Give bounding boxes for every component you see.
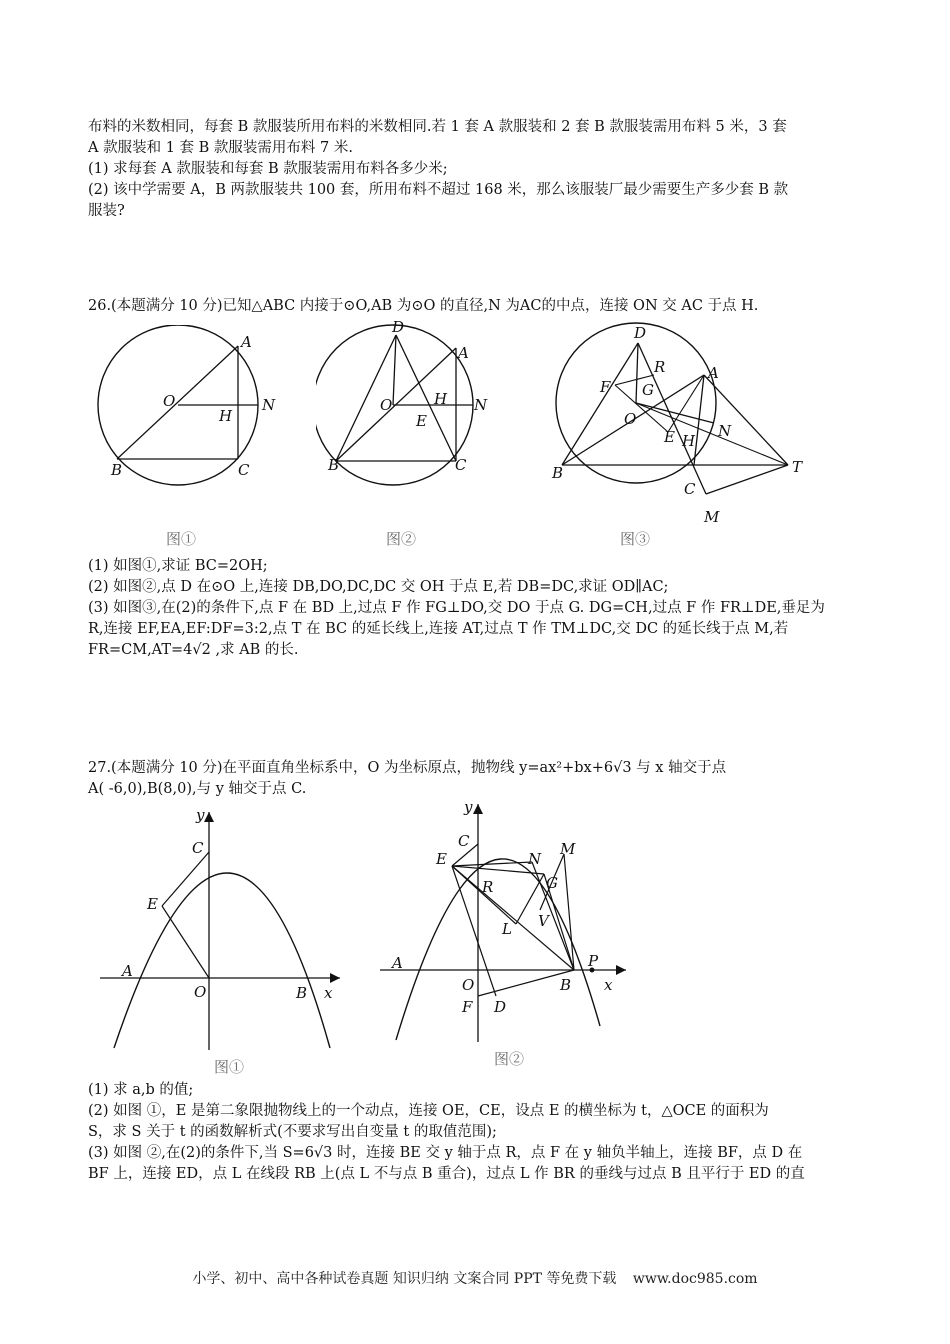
svg-text:B: B [552,464,564,482]
q26-figure-3 [548,322,810,532]
q26-caption-2: 图② [386,530,417,548]
svg-text:H: H [434,390,448,408]
svg-text:R: R [482,878,494,896]
svg-text:L: L [502,920,512,938]
svg-text:M: M [704,508,720,526]
svg-text:B: B [296,984,308,1002]
q26-part: (1) 如图①,求证 BC=2OH; [88,558,268,574]
svg-text:D: D [494,998,507,1016]
svg-text:R: R [654,358,666,376]
svg-text:D: D [392,318,405,336]
svg-text:x: x [324,984,333,1002]
q27-part: BF 上，连接 ED，点 L 在线段 RB 上(点 L 不与点 B 重合)，过点 L 作 BR 的垂线与过点 B 且平行于 ED 的直 [88,1166,805,1182]
svg-text:y: y [464,800,473,816]
svg-text:G: G [546,874,558,892]
q25-line: (1) 求每套 A 款服装和每套 B 款服装需用布料各多少米; [88,161,448,177]
svg-text:B: B [111,461,123,479]
svg-text:N: N [474,396,488,414]
q27-part: (1) 求 a,b 的值; [88,1082,194,1098]
q26-intro: 26.(本题满分 10 分)已知△ABC 内接于⊙O,AB 为⊙O 的直径,N 为AC的中点，连接 ON 交 AC 于点 H. [88,298,759,314]
page-footer [0,1268,950,1288]
footer-link[interactable]: www.doc985.com [632,1271,758,1287]
svg-text:C: C [238,461,250,479]
svg-text:y: y [196,808,205,824]
svg-text:O: O [163,392,176,410]
svg-text:E: E [436,850,447,868]
svg-text:H: H [219,407,233,425]
svg-text:E: E [147,895,158,913]
svg-text:N: N [528,850,542,868]
q27-intro: 27.(本题满分 10 分)在平面直角坐标系中，O 为坐标原点，抛物线 y=ax²+bx+6√3 与 x 轴交于点 A( -6,0),B(8,0),与 y 轴交于点 C. [88,760,727,797]
q27-part: (2) 如图 ①，E 是第二象限抛物线上的一个动点，连接 OE，CE，设点 E 的横坐标为 t，△OCE 的面积为 [88,1103,769,1119]
q27-part: (3) 如图 ②,在(2)的条件下,当 S=6√3 时，连接 BE 交 y 轴于点 R，点 F 在 y 轴负半轴上，连接 BF，点 D 在 [88,1145,803,1161]
svg-text:B: B [328,456,340,474]
svg-text:F: F [462,998,473,1016]
svg-text:T: T [792,458,803,476]
svg-text:A: A [241,333,252,351]
svg-text:D: D [634,324,647,342]
svg-text:G: G [642,381,654,399]
svg-text:O: O [462,976,475,994]
q25-line: A 款服装和 1 套 B 款服装需用布料 7 米. [88,140,353,156]
svg-text:A: A [392,954,403,972]
svg-text:M: M [560,840,576,858]
q27-figure-1 [92,808,348,1054]
q26-caption-1: 图① [166,530,197,548]
q25-text [88,117,864,222]
svg-text:O: O [194,983,207,1001]
svg-text:O: O [624,410,637,428]
svg-text:E: E [664,428,675,446]
q25-line: 服装? [88,203,125,219]
q25-line: 布料的米数相同，每套 B 款服装所用布料的米数相同.若 1 套 A 款服装和 2 套 B 款服装需用布料 5 米，3 套 [88,119,787,135]
svg-text:C: C [455,456,467,474]
svg-text:E: E [416,412,427,430]
svg-text:A: A [708,364,719,382]
q26-part: (2) 如图②,点 D 在⊙O 上,连接 DB,DO,DC,DC 交 OH 于点 E,若 DB=DC,求证 OD∥AC; [88,579,669,595]
svg-text:F: F [600,378,611,396]
q26-figure-2 [316,318,506,518]
q27-part: S，求 S 关于 t 的函数解析式(不要求写出自变量 t 的取值范围); [88,1124,497,1140]
svg-text:P: P [588,952,599,970]
svg-text:C: C [684,480,696,498]
q26-part: (3) 如图③,在(2)的条件下,点 F 在 BD 上,过点 F 作 FG⊥DO,交 DO 于点 G. DG=CH,过点 F 作 FR⊥DE,垂足为 [88,600,825,616]
footer-text: 小学、初中、高中各种试卷真题 知识归纳 文案合同 PPT 等免费下载 [192,1271,617,1287]
svg-text:V: V [538,912,549,930]
q27-figure-2 [378,800,634,1050]
q27-caption-2: 图② [494,1050,525,1068]
svg-text:H: H [682,432,696,450]
svg-text:C: C [192,839,204,857]
svg-text:A: A [122,962,133,980]
q27-caption-1: 图① [214,1058,245,1076]
q27-parts [88,1080,864,1185]
q25-line: (2) 该中学需要 A，B 两款服装共 100 套，所用布料不超过 168 米，那么该服装厂最少需要生产多少套 B 款 [88,182,789,198]
svg-text:N: N [262,396,276,414]
svg-text:A: A [458,344,469,362]
svg-text:B: B [560,976,572,994]
q26-parts [88,556,864,661]
q26-figure-1 [95,325,285,515]
svg-text:N: N [718,422,732,440]
svg-text:O: O [380,396,393,414]
q26-part: R,连接 EF,EA,EF:DF=3:2,点 T 在 BC 的延长线上,连接 AT,过点 T 作 TM⊥DC,交 DC 的延长线于点 M,若 [88,621,789,637]
q26-caption-3: 图③ [620,530,651,548]
svg-text:x: x [604,976,613,994]
q26-part: FR=CM,AT=4√2 ,求 AB 的长. [88,642,299,658]
svg-text:C: C [458,832,470,850]
